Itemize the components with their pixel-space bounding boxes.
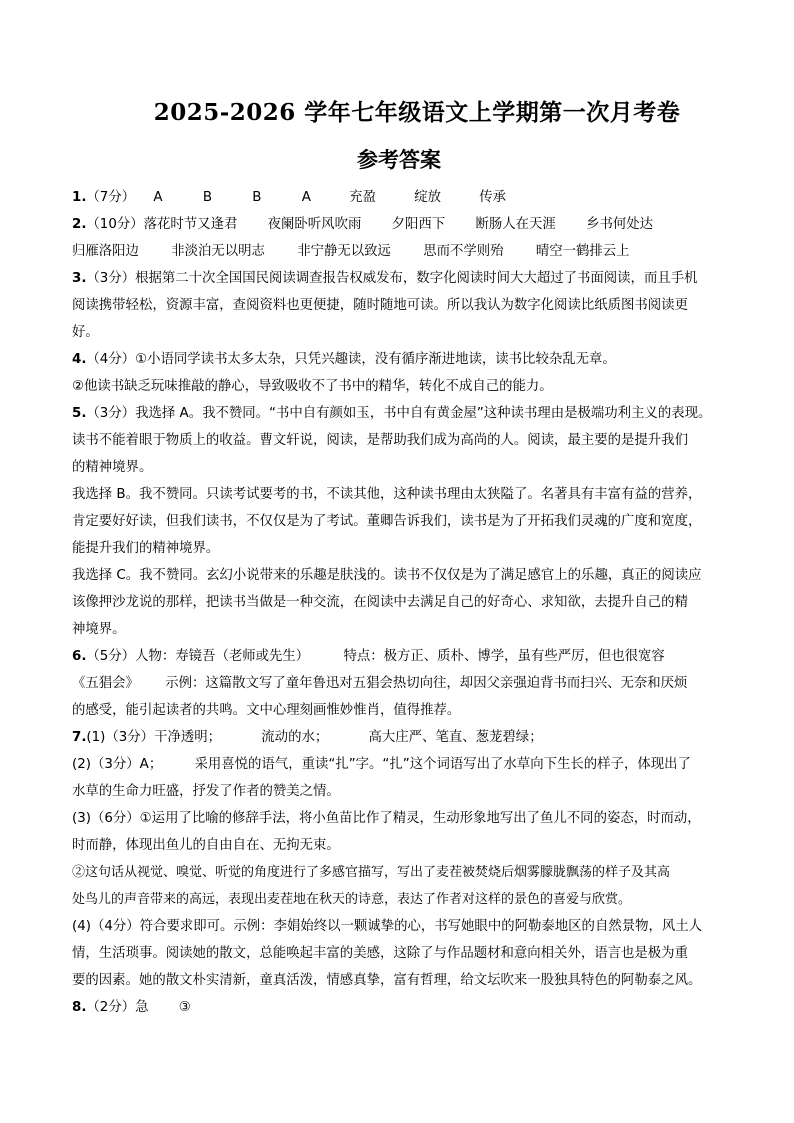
q1-answer-1: A: [153, 190, 163, 205]
q2-answer-2: 夜阑卧听风吹雨: [267, 217, 362, 232]
q8-number: 8.: [72, 1000, 87, 1015]
q2-answer-3: 夕阳西下: [391, 217, 446, 232]
q7-part4-line-2: 情，生活琐事。阅读她的散文，总能唤起丰富的美感，这除了与作品题材和意向相关外，语言也是极为重: [72, 946, 688, 961]
q6-example-1: 示例：这篇散文写了童年鲁迅对五猖会热切向往，却因父亲强迫背书而扫兴、无奈和厌烦: [165, 676, 688, 691]
q7-part1-row: [72, 724, 724, 751]
q4-score: （4分）: [86, 352, 136, 367]
q1-answer-7: 传承: [479, 190, 507, 205]
q7-part2-text-1: 采用喜悦的语气，重读“扎”字。“扎”这个词语写出了水草向下生长的样子，体现出了: [194, 757, 691, 772]
q1-answer-2: B: [202, 190, 212, 205]
q2-answer-5: 乡书何处达: [586, 217, 654, 232]
q2-score: （10分）: [86, 217, 144, 232]
q2-number: 2.: [72, 217, 87, 232]
q4-text-1: ①小语同学读书太多太杂，只凭兴趣读，没有循序渐进地读，读书比较杂乱无章。: [135, 352, 616, 367]
q4-line-2: ②他读书缺乏玩味推敲的静心，导致吸收不了书中的精华，转化不成自己的能力。: [72, 379, 553, 394]
q8-row: [72, 994, 724, 1021]
q1-answer-5: 充盈: [349, 190, 376, 205]
q4-line-1: [72, 346, 724, 373]
q6-trait: 特点：极方正、质朴、博学，虽有些严厉，但也很宽容: [343, 649, 665, 664]
q7-part4-score: （4分）: [90, 919, 140, 934]
q2-answer-6: 归雁洛阳边: [72, 244, 139, 259]
q1-score: （7分）: [86, 190, 136, 205]
q5-option-b-line-2: 肯定要好好读，但我们读书，不仅仅是为了考试。董卿告诉我们，读书是为了开拓我们灵魂的广度和宽度，: [72, 514, 702, 529]
q3-line-3: 好。: [72, 325, 99, 340]
q5-line-1: [72, 400, 724, 427]
q5-option-a-text-1: 我选择 A。我不赞同。“书中自有颜如玉，书中自有黄金屋”这种读书理由是极端功利主义的表现。: [135, 406, 712, 421]
q1-answer-4: A: [301, 190, 311, 205]
q2-answer-8: 非宁静无以致远: [297, 244, 391, 259]
q1-number: 1.: [72, 190, 87, 205]
q7-part3-line-1: [72, 805, 724, 832]
q3-number: 3.: [72, 271, 87, 286]
q4-number: 4.: [72, 352, 87, 367]
q6-book: 《五猖会》: [72, 676, 139, 691]
q7-part3-line-4: 处鸟儿的声音带来的高远，表现出麦茬地在秋天的诗意，表达了作者对这样的景色的喜爱与欣赏。: [72, 892, 632, 907]
q5-option-b-line-1: 我选择 B。我不赞同。只读考试要考的书，不读其他，这种读书理由太狭隘了。名著具有丰富有益的营养，: [72, 487, 702, 502]
q3-line-2: 阅读携带轻松，资源丰富，查阅资料也更便捷，随时随地可读。所以我认为数字化阅读比纸质图书阅读更: [72, 298, 688, 313]
q6-number: 6.: [72, 649, 87, 664]
q7-part1-score: （3分）: [105, 730, 155, 745]
q7-part2-score: （3分）A；: [90, 757, 163, 772]
q5-option-c-line-1: 我选择 C。我不赞同。玄幻小说带来的乐趣是肤浅的。读书不仅仅是为了满足感官上的乐趣，真正的阅读应: [72, 568, 702, 583]
q7-part3-line-2: 时而静，体现出鱼儿的自由自在、无拘无束。: [72, 838, 340, 853]
q7-part4-line-1: [72, 913, 724, 940]
q2-answer-7: 非淡泊无以明志: [171, 244, 265, 259]
q5-option-c-line-3: 神境界。: [72, 622, 126, 637]
q7-part3-line-3: ②这句话从视觉、嗅觉、听觉的角度进行了多感官描写，写出了麦茬被焚烧后烟雾朦胧飘荡的样子及其高: [72, 865, 671, 880]
q8-score: （2分）: [86, 1000, 136, 1015]
q8-answer-1: 急: [135, 1000, 149, 1015]
q5-option-c-line-2: 该像押沙龙说的那样，把读书当做是一种交流，在阅读中去满足自己的好奇心、求知欲，去提升自己的精: [72, 595, 688, 610]
q2-answer-1: 落花时节又逢君: [143, 217, 238, 232]
q7-part3-text-1: ①运用了比喻的修辞手法，将小鱼苗比作了精灵，生动形象地写出了鱼儿不同的姿态，时而动，: [139, 811, 701, 826]
q2-row-1: [72, 211, 724, 238]
q3-score: （3分）: [86, 271, 136, 286]
q7-part3-label: (3): [72, 811, 91, 826]
q7-part4-text-1: 符合要求即可。示例：李娟始终以一颗诚挚的心，书写她眼中的阿勒泰地区的自然景物，风土人: [139, 919, 703, 934]
q6-line-2: [72, 670, 724, 697]
q7-part2-line-1: [72, 751, 724, 778]
q5-option-a-line-2: 读书不能着眼于物质上的收益。曹文轩说，阅读，是帮助我们成为高尚的人。阅读，最主要的是提升我们: [72, 433, 688, 448]
q7-part3-score: （6分）: [90, 811, 140, 826]
q5-option-a-line-3: 的精神境界。: [72, 460, 153, 475]
q1-row: [72, 184, 724, 211]
q7-part1-answer-2: 流动的水；: [261, 730, 329, 745]
q6-line-1: [72, 643, 724, 670]
q7-part1-label: (1): [86, 730, 106, 745]
q2-answer-4: 断肠人在天涯: [475, 217, 556, 232]
q6-score: （5分）: [86, 649, 136, 664]
q5-option-b-line-3: 能提升我们的精神境界。: [72, 541, 220, 556]
q1-answer-6: 绽放: [414, 190, 441, 205]
q8-answer-2: ③: [178, 1000, 191, 1015]
page-subtitle: 参考答案: [357, 148, 441, 172]
q3-line-1: [72, 265, 724, 292]
q7-part4-line-3: 要的因素。她的散文朴实清新，童真活泼，情感真挚，富有哲理，给文坛吹来一股独具特色的阿勒泰之风。: [72, 973, 702, 988]
q7-part4-label: (4): [72, 919, 91, 934]
q7-part2-label: (2): [72, 757, 91, 772]
q5-number: 5.: [72, 406, 87, 421]
q2-row-2: [72, 238, 724, 265]
q7-part1-answer-3: 高大庄严、笔直、葱茏碧绿；: [368, 730, 543, 745]
q3-text-1: 根据第二十次全国国民阅读调查报告权威发布，数字化阅读时间大大超过了书面阅读，而且手机: [135, 271, 698, 286]
page-title: 2025-2026 学年七年级语文上学期第一次月考卷: [153, 99, 681, 126]
q7-part1-answer-1: 干净透明；: [154, 730, 222, 745]
q1-answer-3: B: [252, 190, 262, 205]
q2-answer-9: 思而不学则殆: [423, 244, 504, 259]
q7-number: 7.: [72, 730, 87, 745]
q6-person: 人物：寿镜吾（老师或先生）: [135, 649, 310, 664]
q2-answer-10: 晴空一鹤排云上: [535, 244, 630, 259]
q7-part2-line-2: 水草的生命力旺盛，抒发了作者的赞美之情。: [72, 784, 340, 799]
q6-line-3: 的感受，能引起读者的共鸣。文中心理刻画惟妙惟肖，值得推荐。: [72, 703, 461, 718]
answer-body: [72, 184, 724, 1021]
q5-score: （3分）: [86, 406, 136, 421]
